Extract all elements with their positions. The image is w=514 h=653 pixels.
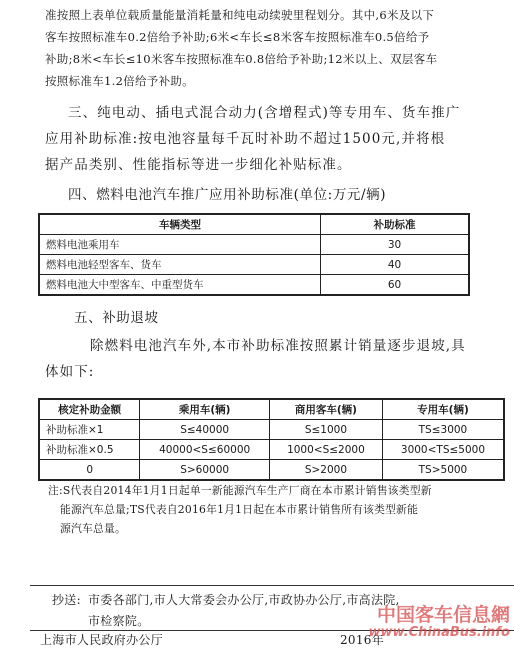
table-row [39,235,469,255]
section5-heading: 五、补助退坡 [74,310,159,326]
cc-line: 市检察院。 [88,614,150,628]
table-header-row [39,214,469,235]
table-cell: 0 [39,460,140,481]
table-row [39,255,469,275]
table-cell: 40000<S≤60000 [140,440,270,460]
header-cell: 车辆类型 [39,214,321,235]
table-cell: 燃料电池大中型客车、中重型货车 [39,275,321,296]
table-cell: S>2000 [269,460,382,481]
cc-line: 市委各部门,市人大常委会办公厅,市政协办公厅,市高法院, [88,593,400,607]
table-cell: 3000<TS≤5000 [382,440,504,460]
section5-line: 体如下: [45,364,95,380]
table-cell: 40 [321,255,470,275]
text-line: 补助;8米<车长≤10米客车按照标准车0.8倍给予补助;12米以上、双层客车 [45,52,438,66]
table-cell: 补助标准×0.5 [39,440,140,460]
header-cell: 专用车(辆) [382,399,504,420]
table-cell: S>60000 [140,460,270,481]
section3-line: 据产品类别、性能指标等进一步细化补贴标准。 [45,157,352,173]
watermark-logo: 中国客车信息網 [376,604,510,626]
cc-label: 抄送: [52,593,81,607]
table-cell: 燃料电池乘用车 [39,235,321,255]
section5-line: 除燃料电池汽车外,本市补助标准按照累计销量逐步退坡,具 [90,338,466,354]
table-cell: TS≤3000 [382,420,504,440]
text-line: 按照标准车1.2倍给予补助。 [45,74,194,88]
section3-line: 应用补助标准:按电池容量每千瓦时补助不超过1500元,并将根 [45,131,446,147]
subsidy-standard-table [38,213,470,296]
table-cell: 补助标准×1 [39,420,140,440]
table-row [39,420,504,440]
header-cell: 补助标准 [321,214,470,235]
note-line: 能源汽车总量;TS代表自2016年1月1日起在本市累计销售所有该类型新能 [60,503,419,516]
header-cell: 商用客车(辆) [269,399,382,420]
section3-heading: 三、纯电动、插电式混合动力(含增程式)等专用车、货车推广 [68,105,461,121]
watermark-url: www.ChinaBus.info [368,625,510,640]
table-header-row [39,399,504,420]
header-cell: 核定补助金额 [39,399,140,420]
divider [30,585,514,586]
note-line: 源汽车总量。 [60,522,126,535]
table-row [39,440,504,460]
table-row [39,275,469,296]
table-cell: 1000<S≤2000 [269,440,382,460]
section4-heading: 四、燃料电池汽车推广应用补助标准(单位:万元/辆) [68,187,387,203]
table-cell: 燃料电池轻型客车、货车 [39,255,321,275]
text-line: 准按照上表单位载质量能量消耗量和纯电动续驶里程划分。其中,6米及以下 [45,8,435,22]
table-cell: 60 [321,275,470,296]
table-cell: S≤1000 [269,420,382,440]
table-cell: S≤40000 [140,420,270,440]
header-cell: 乘用车(辆) [140,399,270,420]
table-cell: 30 [321,235,470,255]
text-line: 客车按照标准车0.2倍给予补助;6米<车长≤8米客车按照标准车0.5倍给予 [45,30,430,44]
issuer-name: 上海市人民政府办公厅 [40,633,164,647]
phase-out-table [38,398,505,481]
issue-date: 2016年 [340,633,385,647]
note-line: 注:S代表自2014年1月1日起单一新能源汽车生产厂商在本市累计销售该类型新 [48,484,432,497]
table-row [39,460,504,481]
table-cell: TS>5000 [382,460,504,481]
